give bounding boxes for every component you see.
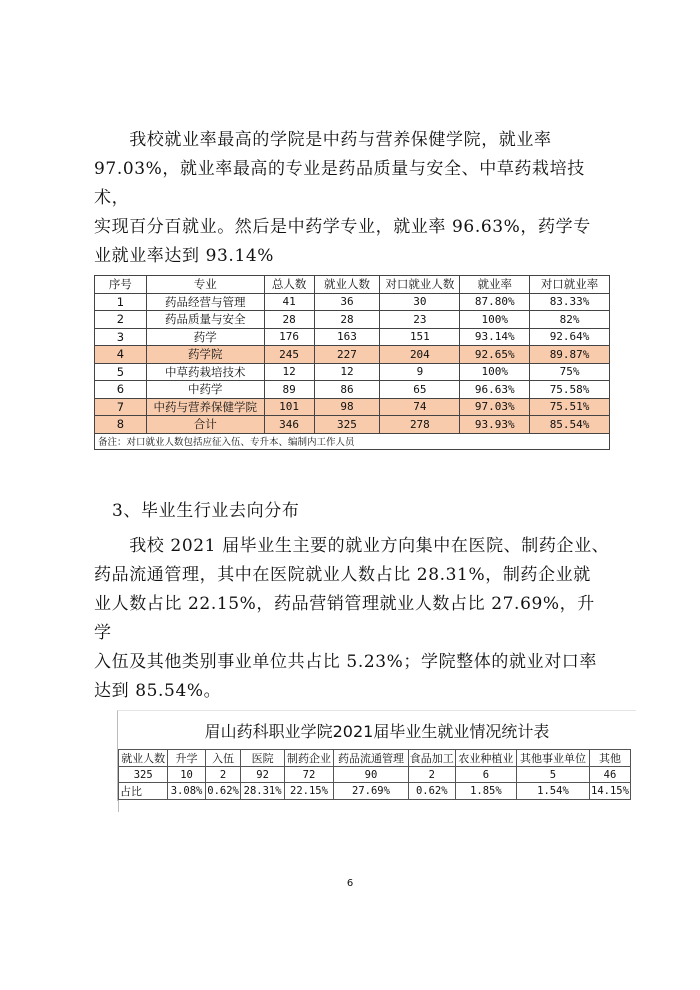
table-cell: 92.65% — [460, 346, 530, 364]
header-cell: 对口就业人数 — [380, 276, 460, 294]
table-cell: 28 — [264, 311, 314, 329]
header-cell: 就业人数 — [119, 750, 168, 767]
table-cell: 227 — [314, 346, 380, 364]
table-cell: 0.62% — [205, 783, 241, 800]
table-cell: 2 — [95, 311, 147, 329]
table-cell: 3 — [95, 328, 147, 346]
table-cell: 86 — [314, 381, 380, 399]
table-cell: 7 — [95, 398, 147, 416]
table-cell: 0.62% — [408, 783, 455, 800]
paragraph-line: 业就业率达到 93.14% — [94, 246, 275, 266]
table-cell: 合计 — [146, 416, 264, 434]
table-row — [95, 363, 610, 381]
table-cell: 12 — [264, 363, 314, 381]
table-row — [119, 767, 631, 783]
header-cell: 总人数 — [264, 276, 314, 294]
header-cell: 就业率 — [460, 276, 530, 294]
table-cell: 93.93% — [460, 416, 530, 434]
table-row-highlighted — [95, 346, 610, 364]
table-row-total — [95, 416, 610, 434]
header-cell: 升学 — [168, 750, 205, 767]
table-cell: 100% — [460, 363, 530, 381]
table-cell: 6 — [95, 381, 147, 399]
table-cell: 75.51% — [530, 398, 610, 416]
table-cell: 药学 — [146, 328, 264, 346]
paragraph-employment-rate — [94, 126, 610, 271]
table-cell: 325 — [119, 767, 168, 783]
paragraph-line: 药品流通管理，其中在医院就业人数占比 28.31%，制药企业就 — [94, 565, 591, 585]
paragraph-line: 97.03%，就业率最高的专业是药品质量与安全、中草药栽培技术， — [94, 159, 585, 208]
table-row — [95, 311, 610, 329]
table-cell: 中药学 — [146, 381, 264, 399]
table-cell: 30 — [380, 293, 460, 311]
table-cell: 1.54% — [516, 783, 589, 800]
table-cell: 346 — [264, 416, 314, 434]
table-cell: 1.85% — [455, 783, 516, 800]
table-header-row — [119, 750, 631, 767]
table-cell: 101 — [264, 398, 314, 416]
table-cell: 药学院 — [146, 346, 264, 364]
table-cell: 176 — [264, 328, 314, 346]
table-cell: 28 — [314, 311, 380, 329]
table-row — [95, 381, 610, 399]
table-cell: 90 — [334, 767, 409, 783]
header-cell: 医院 — [241, 750, 284, 767]
paragraph-industry-distribution — [94, 532, 610, 706]
table-cell: 41 — [264, 293, 314, 311]
paragraph-line: 实现百分百就业。然后是中药学专业，就业率 96.63%，药学专 — [94, 217, 591, 237]
table-row-highlighted — [95, 398, 610, 416]
header-cell: 对口就业率 — [530, 276, 610, 294]
table-cell: 92 — [241, 767, 284, 783]
page-number: 6 — [346, 878, 354, 889]
table-cell: 9 — [380, 363, 460, 381]
table-cell: 8 — [95, 416, 147, 434]
paragraph-line: 我校 2021 届毕业生主要的就业方向集中在医院、制药企业、 — [94, 536, 610, 556]
empty-row — [119, 800, 631, 813]
header-cell: 序号 — [95, 276, 147, 294]
header-cell: 入伍 — [205, 750, 241, 767]
paragraph-line: 入伍及其他类别事业单位共占比 5.23%；学院整体的就业对口率 — [94, 652, 598, 672]
table-row — [95, 293, 610, 311]
table-cell: 27.69% — [334, 783, 409, 800]
table-cell: 92.64% — [530, 328, 610, 346]
table-cell: 72 — [284, 767, 333, 783]
table-cell: 2 — [408, 767, 455, 783]
header-cell: 就业人数 — [314, 276, 380, 294]
table-note-row — [95, 433, 610, 449]
header-cell: 药品流通管理 — [334, 750, 409, 767]
table-row — [95, 328, 610, 346]
table-cell: 325 — [314, 416, 380, 434]
table-row — [119, 783, 631, 800]
table-cell: 204 — [380, 346, 460, 364]
table-cell: 75% — [530, 363, 610, 381]
table-cell: 89 — [264, 381, 314, 399]
sheet-title: 眉山药科职业学院2021届毕业生就业情况统计表 — [204, 722, 550, 741]
table-cell: 占比 — [119, 783, 168, 800]
header-cell: 其他事业单位 — [516, 750, 589, 767]
table-cell: 87.80% — [460, 293, 530, 311]
table-cell: 85.54% — [530, 416, 610, 434]
table-cell: 14.15% — [589, 783, 630, 800]
section-heading: 3、毕业生行业去向分布 — [112, 501, 300, 521]
table-cell: 97.03% — [460, 398, 530, 416]
table-cell: 98 — [314, 398, 380, 416]
table-cell: 100% — [460, 311, 530, 329]
table-cell: 75.58% — [530, 381, 610, 399]
table-cell: 245 — [264, 346, 314, 364]
table-cell: 96.63% — [460, 381, 530, 399]
table-cell: 28.31% — [241, 783, 284, 800]
table-cell: 22.15% — [284, 783, 333, 800]
industry-statistics-table — [118, 749, 631, 812]
major-employment-table — [94, 275, 610, 450]
table-header-row — [95, 276, 610, 294]
table-cell: 3.08% — [168, 783, 205, 800]
table-cell: 151 — [380, 328, 460, 346]
paragraph-line: 业人数占比 22.15%，药品营销管理就业人数占比 27.69%，升学 — [94, 594, 595, 643]
table-cell: 1 — [95, 293, 147, 311]
header-cell: 专业 — [146, 276, 264, 294]
table-cell: 5 — [516, 767, 589, 783]
table-cell: 药品经营与管理 — [146, 293, 264, 311]
table-cell: 278 — [380, 416, 460, 434]
table-cell: 2 — [205, 767, 241, 783]
table-cell: 中草药栽培技术 — [146, 363, 264, 381]
table-cell: 83.33% — [530, 293, 610, 311]
statistics-sheet — [117, 710, 636, 801]
table-cell: 4 — [95, 346, 147, 364]
empty-cell — [119, 800, 631, 813]
paragraph-line: 达到 85.54%。 — [94, 681, 222, 701]
table-cell: 82% — [530, 311, 610, 329]
table-cell: 93.14% — [460, 328, 530, 346]
header-cell: 农业种植业 — [455, 750, 516, 767]
table-cell: 46 — [589, 767, 630, 783]
table-cell: 10 — [168, 767, 205, 783]
table-cell: 12 — [314, 363, 380, 381]
table-cell: 65 — [380, 381, 460, 399]
table-cell: 中药与营养保健学院 — [146, 398, 264, 416]
table-cell: 36 — [314, 293, 380, 311]
paragraph-line: 我校就业率最高的学院是中药与营养保健学院，就业率 — [94, 130, 552, 150]
header-cell: 食品加工 — [408, 750, 455, 767]
table-cell: 163 — [314, 328, 380, 346]
header-cell: 其他 — [589, 750, 630, 767]
table-note: 备注：对口就业人数包括应征入伍、专升本、编制内工作人员 — [95, 433, 610, 449]
table-cell: 药品质量与安全 — [146, 311, 264, 329]
table-cell: 6 — [455, 767, 516, 783]
table-cell: 5 — [95, 363, 147, 381]
header-cell: 制药企业 — [284, 750, 333, 767]
table-cell: 89.87% — [530, 346, 610, 364]
table-cell: 23 — [380, 311, 460, 329]
table-cell: 74 — [380, 398, 460, 416]
